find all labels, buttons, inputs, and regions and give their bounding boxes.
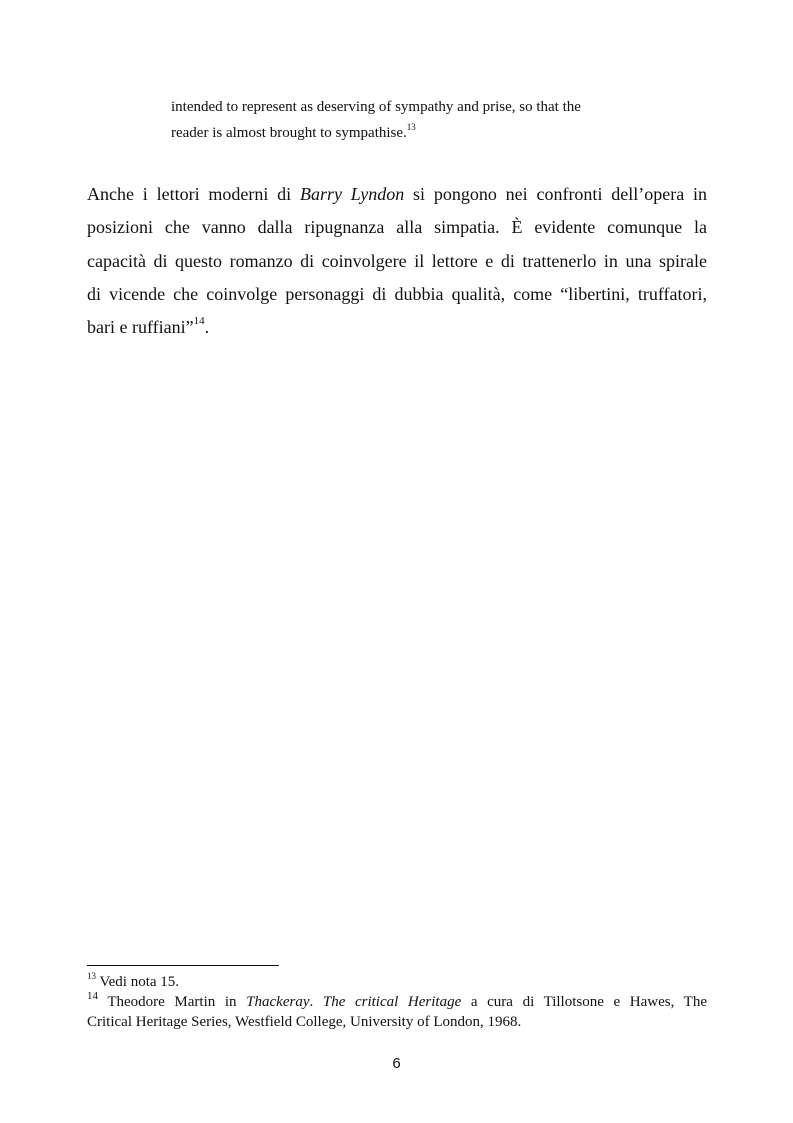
page-number: 6 [392, 1055, 401, 1072]
footnote-text: Theodore Martin in [98, 994, 247, 1010]
paragraph-text: . [204, 317, 210, 338]
quote-line-text: reader is almost brought to sympathise. [171, 125, 407, 141]
paragraph-line [87, 311, 707, 344]
paragraph-line [87, 178, 707, 211]
footnote-separator [87, 965, 279, 966]
footnote-mark: 13 [87, 971, 96, 981]
footnote-text: Vedi nota 15. [96, 974, 180, 990]
footnote-line [87, 972, 707, 992]
footnote-reference[interactable]: 13 [406, 122, 416, 132]
footnote-line: Critical Heritage Series, Westfield College, University of London, 1968. [87, 1014, 522, 1030]
block-quote [171, 94, 641, 146]
footnote-mark: 14 [87, 990, 98, 1002]
footnote-line [87, 992, 707, 1012]
book-title: Barry Lyndon [299, 184, 405, 204]
footnote-13 [87, 972, 707, 992]
book-subtitle: The critical Heritage [322, 994, 462, 1010]
quote-line: intended to represent as deserving of sympathy and prise, so that the [171, 99, 581, 115]
paragraph-line: capacità di questo romanzo di coinvolgere il lettore e di trattenerlo in una spirale [87, 250, 707, 271]
body-paragraph [87, 178, 707, 344]
paragraph-text: Anche i lettori moderni di [87, 184, 300, 204]
footnote-14 [87, 992, 707, 1032]
paragraph-line: di vicende che coinvolge personaggi di dubbia qualità, come “libertini, truffatori, [87, 283, 707, 304]
paragraph-text: si pongono nei confronti dell’opera in [404, 184, 708, 204]
footnote-text: a cura di Tillotsone e Hawes, The [461, 994, 708, 1010]
footnote-text: . [309, 994, 323, 1010]
book-title: Thackeray [246, 994, 310, 1010]
paragraph-line: posizioni che vanno dalla ripugnanza alla simpatia. È evidente comunque la [87, 217, 707, 238]
footnote-reference[interactable]: 14 [193, 315, 205, 328]
quote-line [171, 120, 641, 146]
footnotes [87, 972, 707, 1032]
paragraph-text: bari e ruffiani” [87, 317, 194, 338]
